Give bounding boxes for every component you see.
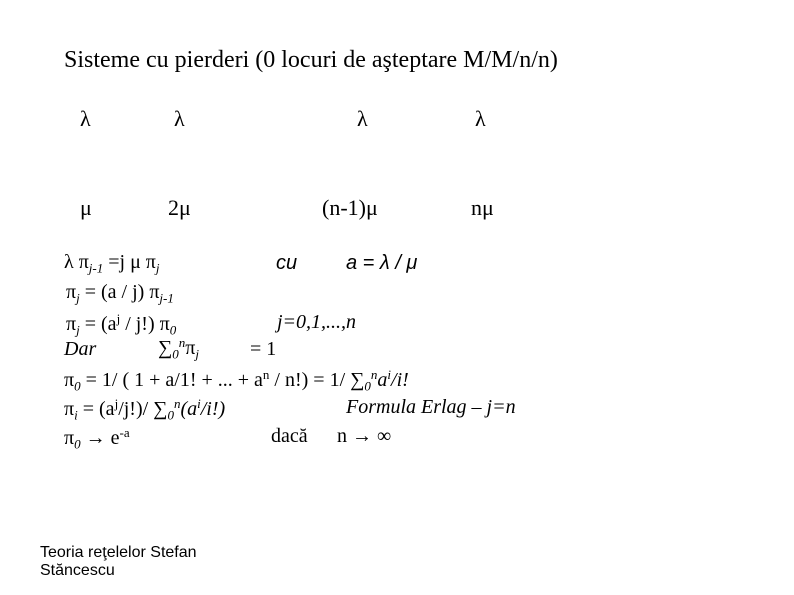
pi0-equation: [64, 367, 409, 395]
footer-line-2: Stăncescu: [40, 562, 115, 579]
eq4-sup: n: [178, 335, 186, 350]
eq5-sup: n: [262, 367, 270, 382]
eq6-pi: π: [64, 398, 75, 421]
eq6-sup2: n: [173, 396, 181, 411]
eq5-sup2: n: [370, 367, 378, 382]
eq5-a: a: [377, 369, 388, 392]
eq7-pi: π: [64, 427, 75, 450]
eq4-sub: 0: [172, 346, 179, 362]
daca-label: dacă: [271, 425, 308, 447]
a-definition: [346, 252, 417, 275]
eq6-sub: i: [74, 407, 78, 423]
eq5-mid2: / n!) = 1/ ∑: [269, 369, 365, 392]
eq5-mid: = 1/ ( 1 + a/1! + ... + a: [80, 369, 263, 392]
service-rate-1: μ: [80, 195, 92, 220]
eq3-sup: j: [116, 311, 121, 326]
eq7-arrow: → e: [80, 427, 120, 450]
arrival-rate-2: λ: [174, 106, 185, 131]
arrival-rate-1: λ: [80, 106, 91, 131]
eq3-mid2: / j!) π: [120, 313, 170, 336]
service-rate-4: nμ: [471, 195, 494, 220]
service-rate-2: 2μ: [168, 195, 191, 220]
limit-condition: n → ∞: [337, 425, 392, 447]
eq6-sup: j: [114, 396, 119, 411]
erlang-formula-label: Formula Erlag – j=n: [346, 396, 516, 418]
eq3-mid: = (a: [79, 313, 117, 336]
a-definition-text: a = λ / μ: [346, 252, 418, 274]
eq4-pi: π: [185, 337, 196, 360]
eq6-sub2: 0: [167, 407, 174, 423]
arrival-rate-4: λ: [475, 106, 486, 131]
footer-line-1: Teoria reţelelor Stefan: [40, 544, 197, 561]
arrival-rate-3: λ: [357, 106, 368, 131]
eq1-sub2: j: [155, 260, 160, 276]
eq2-pi: π: [66, 281, 77, 303]
eq6-mid2: /j!)/ ∑: [118, 398, 168, 421]
eq3-sub: j: [76, 322, 80, 338]
eq6-paren: (a: [180, 398, 198, 421]
normalization-rhs: = 1: [250, 338, 277, 360]
footer-credit: [40, 544, 197, 580]
slide-title: Sisteme cu pierderi (0 locuri de aşteptare M/M/n/n): [64, 47, 558, 73]
eq5-sub2: 0: [364, 378, 371, 394]
eq6-end: /i!): [200, 398, 226, 421]
eq1-mid: =j μ π: [103, 251, 156, 273]
eq2-sub: j: [76, 290, 80, 306]
eq3-pi: π: [66, 313, 77, 336]
eq5-sub: 0: [74, 378, 81, 394]
eq6-sup3: i: [197, 396, 201, 411]
eq7-sup: -a: [119, 425, 130, 440]
normalization-equation: [158, 335, 199, 363]
eq3-sub2: 0: [169, 322, 177, 338]
balance-equation: [64, 251, 160, 277]
eq2-sub2: j-1: [159, 290, 174, 306]
eq4-sum: ∑: [158, 337, 173, 360]
eq4-sub2: j: [195, 346, 199, 362]
eq5-sup3: i: [387, 367, 392, 382]
index-range: j=0,1,...,n: [277, 311, 357, 333]
erlang-equation: [64, 396, 225, 424]
eq5-end: /i!: [391, 369, 409, 392]
dar-label: Dar: [64, 338, 97, 360]
eq2-mid: = (a / j) π: [79, 281, 160, 303]
recurrence-equation: [66, 281, 174, 307]
service-rate-3: (n-1)μ: [322, 195, 378, 220]
eq1-lhs: λ π: [64, 251, 89, 273]
eq7-sub: 0: [74, 436, 81, 452]
eq1-sub1: j-1: [88, 260, 104, 276]
eq6-mid: = (a: [77, 398, 115, 421]
eq5-pi: π: [64, 369, 75, 392]
limit-equation: [64, 425, 130, 453]
cu-label: cu: [276, 252, 298, 274]
